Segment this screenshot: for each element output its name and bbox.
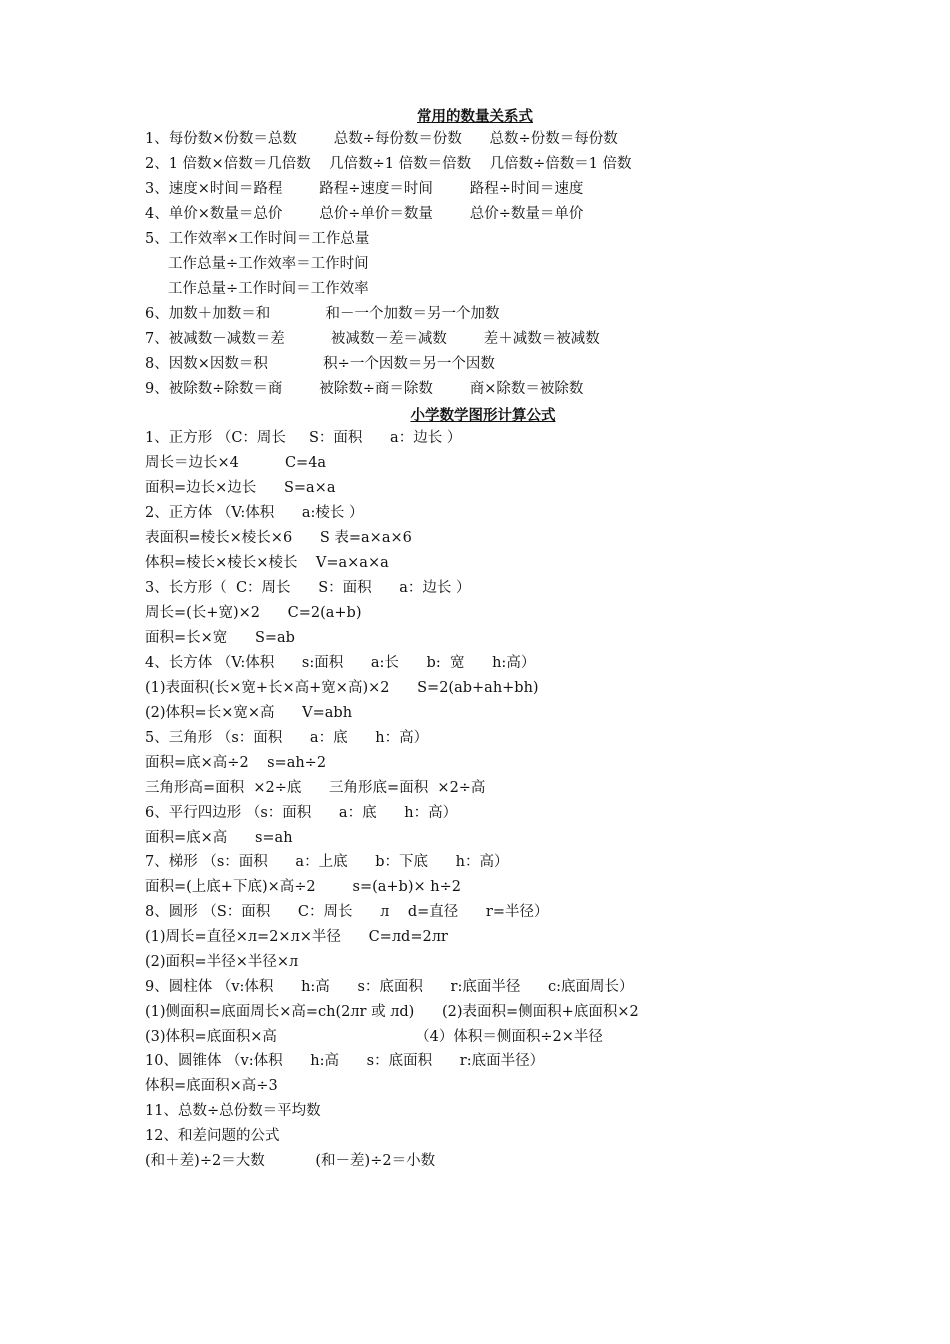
formula-line: 6、加数＋加数＝和 和－一个加数＝另一个加数 [145,306,500,322]
formula-line: 3、长方形（ C：周长 S：面积 a：边长 ） [145,580,471,596]
formula-line: 3、速度×时间＝路程 路程÷速度＝时间 路程÷时间＝速度 [145,181,584,197]
formula-line: 6、平行四边形 （s：面积 a：底 h：高） [145,805,458,821]
formula-line: 面积=(上底+下底)×高÷2 s=(a+b)× h÷2 [145,879,461,895]
section-title-quantity-relations: 常用的数量关系式 [417,108,533,125]
formula-line: 9、被除数÷除数＝商 被除数÷商＝除数 商×除数＝被除数 [145,381,584,397]
formula-line: 4、单价×数量＝总价 总价÷单价＝数量 总价÷数量＝单价 [145,206,584,222]
formula-line: 11、总数÷总份数＝平均数 [145,1103,321,1119]
formula-line: 面积=长×宽 S=ab [145,630,295,646]
formula-line: 2、正方体 （V:体积 a:棱长 ） [145,505,364,521]
formula-line: 体积=底面积×高÷3 [145,1078,278,1094]
formula-line: 面积=底×高 s=ah [145,830,293,846]
formula-line: 8、圆形 （S：面积 C：周长 л d=直径 r=半径） [145,904,549,920]
formula-line: 2、1 倍数×倍数＝几倍数 几倍数÷1 倍数＝倍数 几倍数÷倍数＝1 倍数 [145,156,632,172]
formula-line: 体积=棱长×棱长×棱长 V=a×a×a [145,555,389,571]
formula-line: 8、因数×因数＝积 积÷一个因数＝另一个因数 [145,356,495,372]
formula-line: 9、圆柱体 （v:体积 h:高 s：底面积 r:底面半径 c:底面周长） [145,979,634,995]
formula-line: (1)侧面积=底面周长×高=ch(2лr 或 лd) (2)表面积=侧面积+底面积×2 [145,1004,639,1020]
formula-line: 工作总量÷工作效率＝工作时间 [168,256,369,272]
formula-line: 4、长方体 （V:体积 s:面积 a:长 b: 宽 h:高） [145,655,536,671]
section-title-geometry-formulas: 小学数学图形计算公式 [410,407,556,424]
formula-line: 10、圆锥体 （v:体积 h:高 s：底面积 r:底面半径） [145,1053,545,1069]
formula-line: 5、三角形 （s：面积 a：底 h：高） [145,730,429,746]
formula-line: 7、梯形 （s：面积 a：上底 b：下底 h：高） [145,854,509,870]
formula-line: 12、和差问题的公式 [145,1128,280,1144]
formula-line: 周长=(长+宽)×2 C=2(a+b) [145,605,362,621]
formula-line: (2)体积=长×宽×高 V=abh [145,705,353,721]
formula-line: 1、正方形 （C：周长 S：面积 a：边长 ） [145,430,462,446]
formula-line: 5、工作效率×工作时间＝工作总量 [145,231,370,247]
formula-line: (3)体积=底面积×高 （4）体积＝侧面积÷2×半径 [145,1029,603,1045]
formula-line: 周长＝边长×4 C=4a [145,455,327,471]
formula-line: (2)面积=半径×半径×л [145,954,299,970]
formula-line: (1)周长=直径×л=2×л×半径 C=лd=2лr [145,929,448,945]
formula-line: (1)表面积(长×宽+长×高+宽×高)×2 S=2(ab+ah+bh) [145,680,539,696]
formula-line: (和＋差)÷2＝大数 (和－差)÷2＝小数 [145,1153,436,1169]
formula-line: 三角形高=面积 ×2÷底 三角形底=面积 ×2÷高 [145,780,486,796]
formula-line: 1、每份数×份数＝总数 总数÷每份数＝份数 总数÷份数＝每份数 [145,131,618,147]
formula-line: 面积=边长×边长 S=a×a [145,480,336,496]
formula-line: 表面积=棱长×棱长×6 S 表=a×a×6 [145,530,412,546]
formula-line: 面积=底×高÷2 s=ah÷2 [145,755,327,771]
formula-line: 7、被减数－减数＝差 被减数－差＝减数 差＋减数＝被减数 [145,331,600,347]
formula-line: 工作总量÷工作时间＝工作效率 [168,281,369,297]
